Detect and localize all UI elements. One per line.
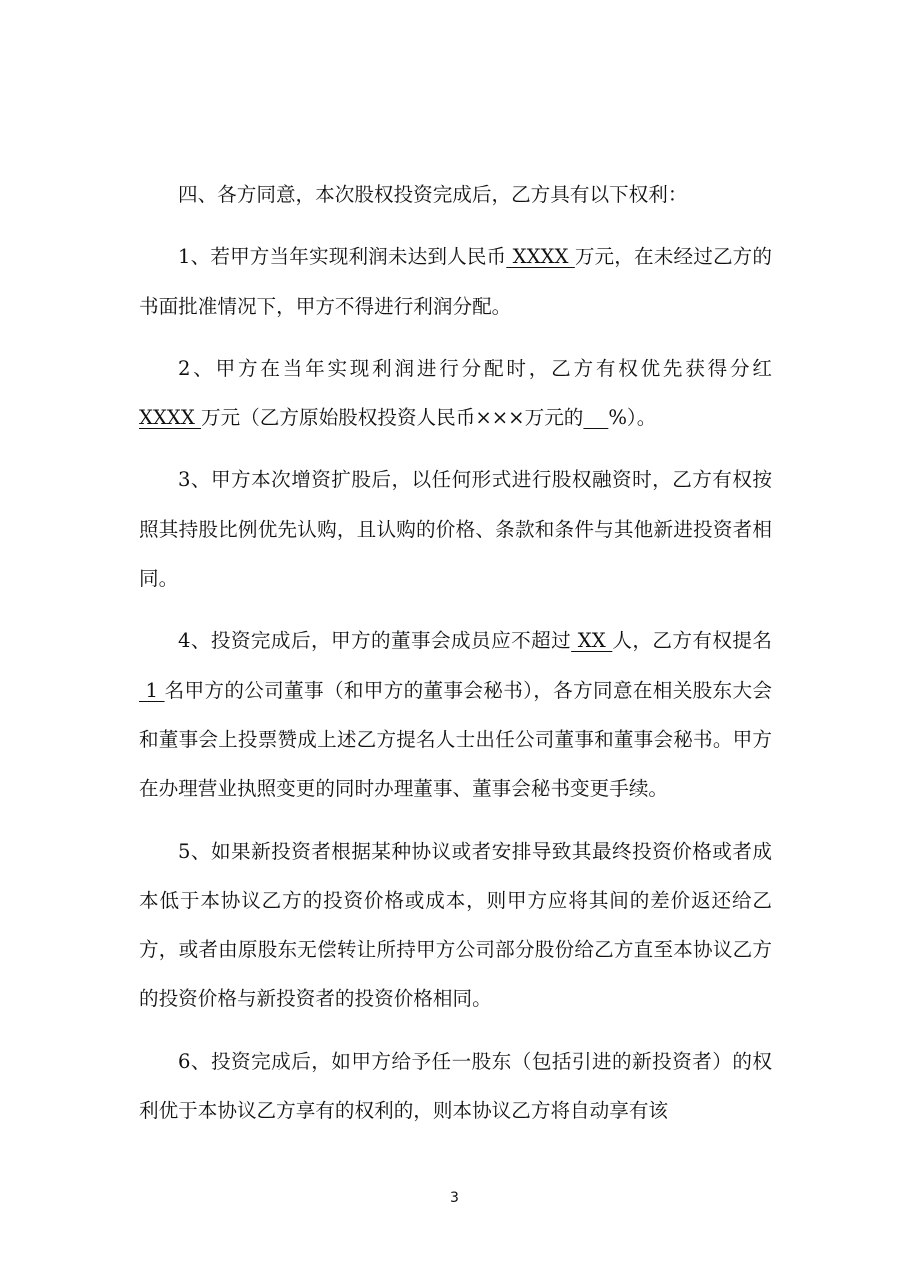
- paragraph-text: 3、甲方本次增资扩股后，以任何形式进行股权融资时，乙方有权按照其持股比例优先认购，且认购的价格、条款和条件与其他新进投资者相同。: [139, 468, 772, 591]
- paragraph-clause-2: [139, 344, 772, 443]
- document-body: [139, 170, 772, 1148]
- dividend-amount-blank: XXXX: [139, 406, 202, 430]
- paragraph-text: 名甲方的公司董事（和甲方的董事会秘书），各方同意在相关股东大会和董事会上投票赞成上述乙方提名人士出任公司董事和董事会秘书。甲方在办理营业执照变更的同时办理董事、董事会秘书变更手续。: [139, 678, 772, 801]
- board-size-blank: XX: [571, 629, 613, 653]
- paragraph-text: 6、投资完成后，如甲方给予任一股东（包括引进的新投资者）的权利优于本协议乙方享有的权利的，则本协议乙方将自动享有该: [139, 1049, 772, 1123]
- paragraph-text: %）。: [608, 406, 657, 430]
- paragraph-text: 1、若甲方当年实现利润未达到人民币: [178, 245, 507, 269]
- paragraph-text: 万元（乙方原始股权投资人民币×××万元的: [201, 406, 584, 430]
- paragraph-text: 万元，在未经过乙方的书面批准情况下，甲方不得进行利润分配。: [139, 245, 772, 318]
- page-number: 3: [450, 1190, 459, 1206]
- paragraph-clause-5: [139, 827, 772, 1024]
- paragraph-clause-6: [139, 1037, 772, 1136]
- paragraph-text: 5、如果新投资者根据某种协议或者安排导致其最终投资价格或者成本低于本协议乙方的投资价格或成本，则甲方应将其间的差价返还给乙方，或者由原股东无偿转让所持甲方公司部分股份给乙方直至本协议乙方的投资价格与新投资者的投资价格相同。: [139, 839, 772, 1011]
- paragraph-text: 人，乙方有权提名: [612, 629, 773, 653]
- paragraph-text: 4、投资完成后，甲方的董事会成员应不超过: [178, 629, 572, 653]
- paragraph-clause-4: [139, 616, 772, 813]
- paragraph-clause-3: [139, 455, 772, 603]
- paragraph-clause-1: [139, 232, 772, 331]
- paragraph-text: 2、甲方在当年实现利润进行分配时，乙方有权优先获得分红: [178, 356, 772, 380]
- director-count-blank: 1: [139, 678, 165, 702]
- paragraph-text: 四、各方同意，本次股权投资完成后，乙方具有以下权利：: [178, 183, 688, 206]
- profit-threshold-blank: XXXX: [506, 245, 575, 269]
- paragraph-rights-intro: [139, 170, 772, 219]
- dividend-percent-blank: [583, 406, 608, 429]
